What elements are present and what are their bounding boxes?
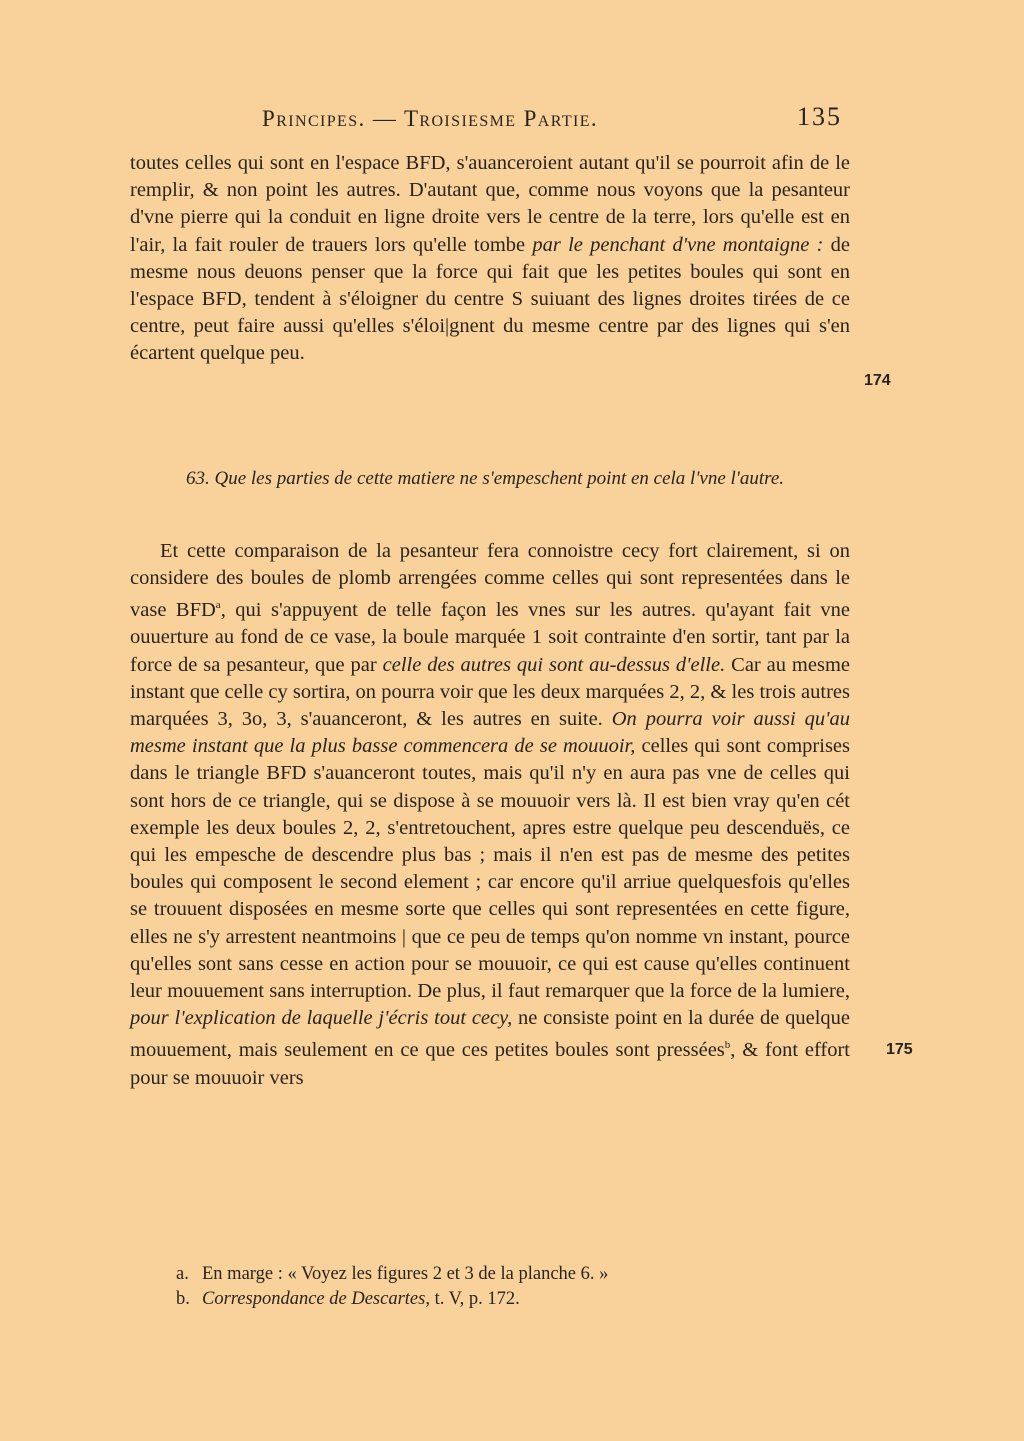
section-heading: 63. Que les parties de cette matiere ne s'empeschent point en cela l'vne l'autre. <box>185 468 785 489</box>
footnote-label: a. <box>176 1264 189 1284</box>
footnote-ref-a[interactable]: a <box>215 599 221 612</box>
margin-note-174: 174 <box>864 372 891 389</box>
footnote-text: En marge : « Voyez les figures 2 et 3 de la planche 6. » <box>202 1264 609 1284</box>
italic-phrase: celle des autres qui sont au-dessus d'elle. <box>382 653 726 676</box>
footnote-text: t. V, p. 172. <box>429 1289 520 1309</box>
top-paragraph: toutes celles qui sont en l'espace BFD, s'auanceroient autant qu'il se pourroit afin de le remplir, & non point les autres. D'autant que, comme nous voyons que la pesanteur d'vne pierre qui la conduit en ligne droite vers le centre de la terre, lors qu'elle est en l'air, la fait rouler de trauers lors qu'elle tombe par le penchant d'vne montaigne : de mesme nous deuons penser que la force qui fait que les petites boules qui sont en l'espace BFD, tendent à s'éloigner du centre S suiuant des lignes droites tirées de ce centre, peut faire aussi qu'elles s'éloi|gnent du mesme centre par des lignes qui s'en écartent quelque peu. <box>130 152 850 365</box>
footnote-label: b. <box>176 1289 190 1309</box>
footnotes <box>176 1262 816 1312</box>
running-title: Principes. — Troisiesme Partie. <box>262 106 599 131</box>
page-header <box>262 102 842 140</box>
margin-note-175: 175 <box>886 1041 913 1058</box>
page-number: 135 <box>797 102 842 131</box>
main-paragraph-block <box>130 538 850 1092</box>
top-paragraph-block <box>130 150 850 368</box>
italic-phrase: par le penchant d'vne montaigne : <box>532 233 824 256</box>
italic-phrase: pour l'explication de laquelle j'écris tout cecy, <box>130 1007 513 1030</box>
italic-phrase: On pourra voir aussi qu'au mesme instant que la plus basse commencera de se mouuoir, <box>130 708 850 758</box>
footnote-ref-b[interactable]: b <box>724 1039 731 1052</box>
footnote-a <box>176 1262 816 1287</box>
main-paragraph: Et cette comparaison de la pesanteur fera connoistre cecy fort clairement, si on considere des boules de plomb arrengées comme celles qui sont representées dans le vase BFD$^a$, qui s'appuyent de telle façon les vnes sur les autres. qu'ayant fait vne ouuerture au fond de ce vase, la boule marquée 1 soit contrainte d'en sortir, tant par la force de sa pesanteur, que par celle des autres qui sont au-dessus d'elle. Car au mesme instant que celle cy sortira, on pourra voir que les deux marquées 2, 2, & les trois autres marquées 3, 3o, 3, s'auanceront, & les autres en suite. On pourra voir aussi qu'au mesme instant que la plus basse commencera de se mouuoir, celles qui sont comprises dans le triangle BFD s'auanceront toutes, mais qu'il n'y en aura pas vne de celles qui sont hors de ce triangle, qui se dispose à se mouuoir vers là. Il est bien vray qu'en cét exemple les deux boules 2, 2, s'entretouchent, apres estre quelque peu descenduës, ce qui les empesche de descendre plus bas ; mais il n'en est pas de mesme des petites boules qui composent le second element ; car encore qu'il arriue quelquesfois qu'elles se trouuent disposées en mesme sorte que celles qui sont representées en cette figure, elles ne s'y arrestent neantmoins | que ce peu de temps qu'on nomme vn instant, pource qu'elles sont sans cesse en action pour se mouuoir, ce qui est cause qu'elles continuent leur mouuement sans interruption. De plus, il faut remarquer que la force de la lumiere, pour l'explication de laquelle j'écris tout cecy, ne consiste point en la durée de quelque mouuement, mais seulement en ce que ces petites boules sont pressées$^b$, & font effort pour se mouuoir vers <box>130 540 851 1089</box>
footnote-b <box>176 1287 816 1312</box>
footnote-title: Correspondance de Descartes, <box>202 1289 430 1309</box>
